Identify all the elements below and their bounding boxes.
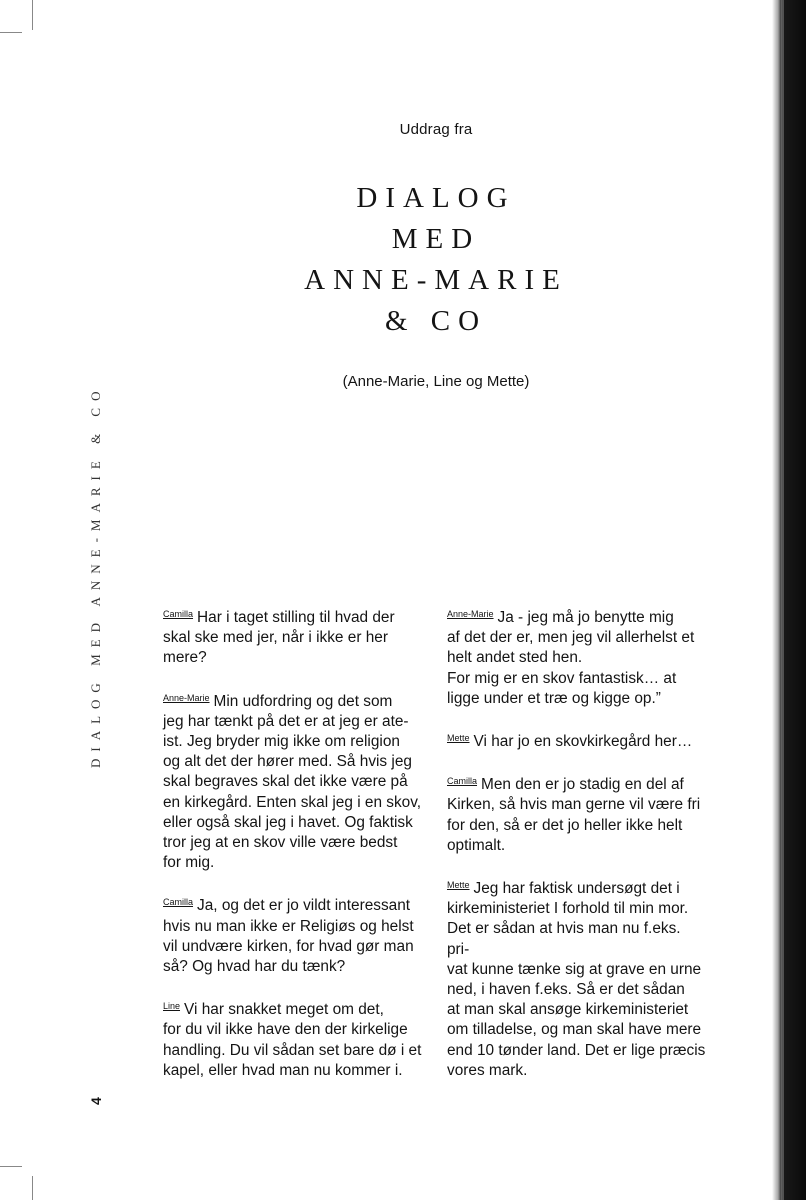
- dialogue-text: Ja, og det er jo vildt interessant hvis nu man ikke er Religiøs og helst vil undvære kirken, for hvad gør man så? Og hvad har du tænk?: [163, 897, 414, 976]
- dialogue-text: Min udfordring og det som jeg har tænkt på det er at jeg er ate- ist. Jeg bryder mig ikke om religion og alt det der hører med. Så hvis jeg skal begraves skal det ikke være på en kirkegård. Enten skal jeg i en skov, eller også skal jeg i havet. Og faktisk tror jeg at en skov ville være bedst for mig.: [163, 692, 422, 872]
- crop-mark-top-left-h: [0, 32, 22, 33]
- speaker-label: Anne-Marie: [447, 609, 494, 619]
- dialogue-entry: [447, 875, 707, 1081]
- speaker-label: Camilla: [447, 776, 478, 787]
- speaker-label: Line: [163, 1001, 181, 1012]
- speaker-label: Mette: [447, 733, 470, 744]
- dialogue-text: Ja - jeg må jo benytte mig af det der er, men jeg vil allerhelst et helt andet sted hen. For mig er en skov fantastisk… at ligge under et træ og kigge op.”: [447, 609, 695, 707]
- dialogue-entry: [163, 688, 423, 874]
- dialogue-entry: [447, 728, 707, 752]
- crop-mark-top-left-v: [32, 0, 33, 30]
- dialogue-text: Har i taget stilling til hvad der skal ske med jer, når i ikke er her mere?: [163, 609, 395, 667]
- dialogue-column-right: [447, 604, 707, 1100]
- subtitle: (Anne-Marie, Line og Mette): [342, 373, 530, 390]
- kicker-text: Uddrag fra: [399, 121, 473, 138]
- dialogue-text: Jeg har faktisk undersøgt det i kirkeministeriet I forhold til min mor. Det er sådan at hvis man nu f.eks. pri- vat kunne tænke sig at grave en urne ned, i haven f.eks. Så er det sådan at man skal ansøge kirkeministeriet om tilladelse, og man skal have mere end 10 tønder land. Det er lige præcis vores mark.: [447, 880, 706, 1079]
- speaker-label: Camilla: [163, 897, 194, 908]
- dialogue-entry: [163, 996, 423, 1081]
- dialogue-text: Vi har snakket meget om det, for du vil ikke have den der kirkelige handling. Du vil sådan set bare dø i et kapel, eller hvad man nu kommer i.: [163, 1001, 422, 1079]
- title-line: MED: [391, 223, 481, 255]
- page-title: [0, 178, 806, 342]
- dialogue-text: Men den er jo stadig en del af Kirken, så hvis man gerne vil være fri for den, så er det jo heller ikke helt optimalt.: [447, 776, 701, 854]
- crop-mark-bottom-left-h: [0, 1166, 22, 1167]
- crop-mark-bottom-left-v: [32, 1176, 33, 1200]
- dialogue-entry: [163, 604, 423, 669]
- speaker-label: Camilla: [163, 609, 194, 619]
- dialogue-text: Vi har jo en skovkirkegård her…: [473, 733, 693, 751]
- title-line: DIALOG: [356, 182, 516, 214]
- dialogue-entry: [447, 771, 707, 856]
- title-line: ANNE-MARIE: [304, 264, 568, 296]
- dialogue-entry: [163, 892, 423, 977]
- title-line: & CO: [384, 305, 488, 337]
- dialogue-column-left: [163, 604, 423, 1100]
- page-number: 4: [88, 1097, 104, 1105]
- speaker-label: Anne-Marie: [163, 692, 210, 703]
- running-title: DIALOG MED ANNE-MARIE & CO: [88, 384, 103, 768]
- dialogue-entry: [447, 604, 707, 709]
- speaker-label: Mette: [447, 880, 470, 891]
